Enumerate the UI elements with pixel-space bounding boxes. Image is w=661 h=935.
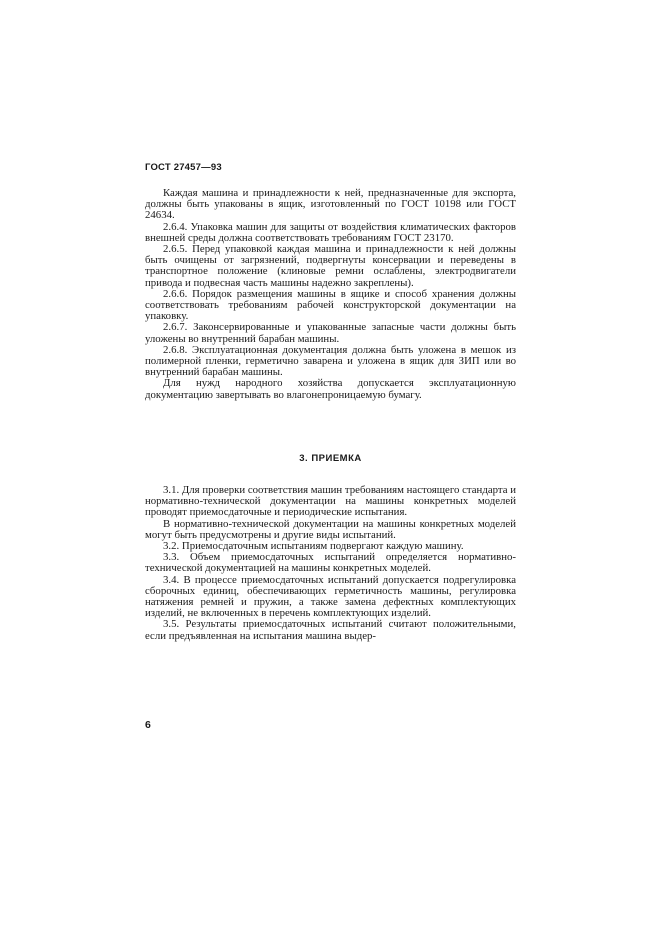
paragraph: В нормативно-технической документации на машины конкретных моделей могут быть предусмотрены и другие виды испытаний. — [145, 517, 516, 541]
paragraph: 2.6.4. Упаковка машин для защиты от воздействия климатических факторов внешней среды должна соответствовать требованиям ГОСТ 23170. — [145, 220, 516, 244]
page-number: 6 — [145, 719, 151, 731]
paragraph: 3.3. Объем приемосдаточных испытаний определяется нормативно-технической документацией на машины конкретных моделей. — [145, 551, 516, 575]
document-id: ГОСТ 27457—93 — [145, 162, 222, 173]
paragraph: 2.6.5. Перед упаковкой каждая машина и принадлежности к ней должны быть очищены от загрязнений, подвергнуты консервации и переведены в транспортное положение (клиновые ремни ослаблены, электродвигатели привода и подвесная часть машины надежно закреплены). — [145, 243, 516, 289]
paragraph: 3.2. Приемосдаточным испытаниям подвергают каждую машину. — [163, 540, 464, 553]
paragraph: Каждая машина и принадлежности к ней, предназначенные для экспорта, должны быть упакованы в ящик, изготовленный по ГОСТ 10198 или ГОСТ 24634. — [145, 187, 516, 222]
paragraph: 3.1. Для проверки соответствия машин требованиям настоящего стандарта и нормативно-технической документации на машины конкретных моделей проводят приемосдаточные и периодические испытания. — [145, 484, 516, 519]
text-block-packaging — [145, 188, 516, 401]
paragraph: 2.6.7. Законсервированные и упакованные запасные части должны быть уложены во внутренний барабан машины. — [145, 321, 516, 345]
paragraph: Для нужд народного хозяйства допускается эксплуатационную документацию завертывать во влагонепроницаемую бумагу. — [145, 377, 516, 401]
paragraph: 2.6.8. Эксплуатационная документация должна быть уложена в мешок из полимерной пленки, герметично заварена и уложена в ящик для ЗИП или во внутренний барабан машины. — [145, 343, 516, 379]
text-block-acceptance — [145, 485, 516, 642]
paragraph: 2.6.6. Порядок размещения машины в ящике и способ хранения должны соответствовать требованиям рабочей конструкторской документации на упаковку. — [145, 287, 516, 323]
paragraph: 3.5. Результаты приемосдаточных испытаний считают положительными, если предъявленная на испытания машина выдер- — [145, 618, 516, 642]
paragraph: 3.4. В процессе приемосдаточных испытаний допускается подрегулировка сборочных единиц, обеспечивающих герметичность машины, регулировка натяжения ремней и пружин, а также замена дефектных комплектующих изделий, не включенных в перечень комплектующих изделий. — [145, 573, 516, 620]
section-heading: 3. ПРИЕМКА — [299, 453, 362, 464]
